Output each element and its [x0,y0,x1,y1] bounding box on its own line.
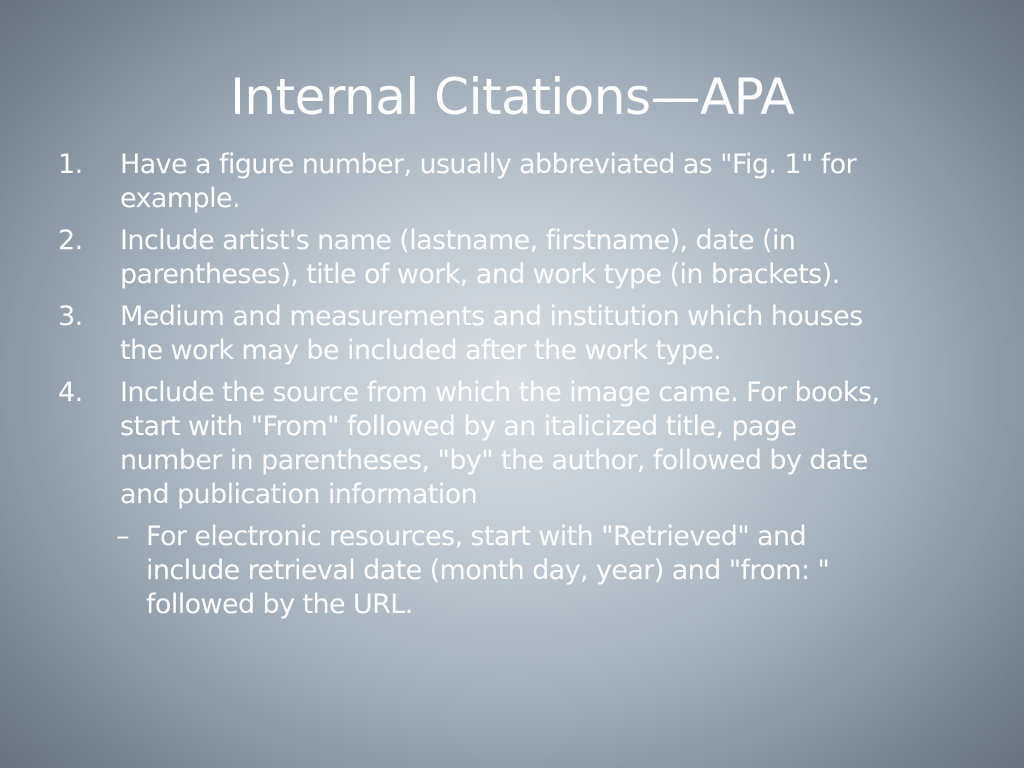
sub-list-item [58,520,978,622]
list-number: 1. [58,149,83,180]
list-item-line: example. [120,183,240,214]
list-number: 2. [58,225,83,256]
sub-item-line: include retrieval date (month day, year) and "from: " [146,555,830,586]
list-item-line: Include artist's name (lastname, firstname), date (in [120,225,796,256]
numbered-list [58,148,978,622]
list-item-3 [58,300,978,368]
list-item-line: Medium and measurements and institution which houses [120,301,863,332]
list-item-line: start with "From" followed by an italicized title, page [120,411,797,442]
list-item-line: number in parentheses, "by" the author, followed by date [120,445,868,476]
list-item-line: Include the source from which the image came. For books, [120,377,880,408]
list-item-4 [58,376,978,512]
list-item-1 [58,148,978,216]
list-number: 4. [58,377,83,408]
sub-item-line: For electronic resources, start with "Retrieved" and [146,521,807,552]
list-item-line: Have a figure number, usually abbreviated as "Fig. 1" for [120,149,857,180]
list-item-line: parentheses), title of work, and work type (in brackets). [120,259,840,290]
slide-title: Internal Citations—APA [230,68,794,126]
list-number: 3. [58,301,83,332]
list-item-line: and publication information [120,479,478,510]
list-item-line: the work may be included after the work type. [120,335,722,366]
list-item-2 [58,224,978,292]
dash-bullet: – [116,521,129,552]
sub-item-line: followed by the URL. [146,589,413,620]
